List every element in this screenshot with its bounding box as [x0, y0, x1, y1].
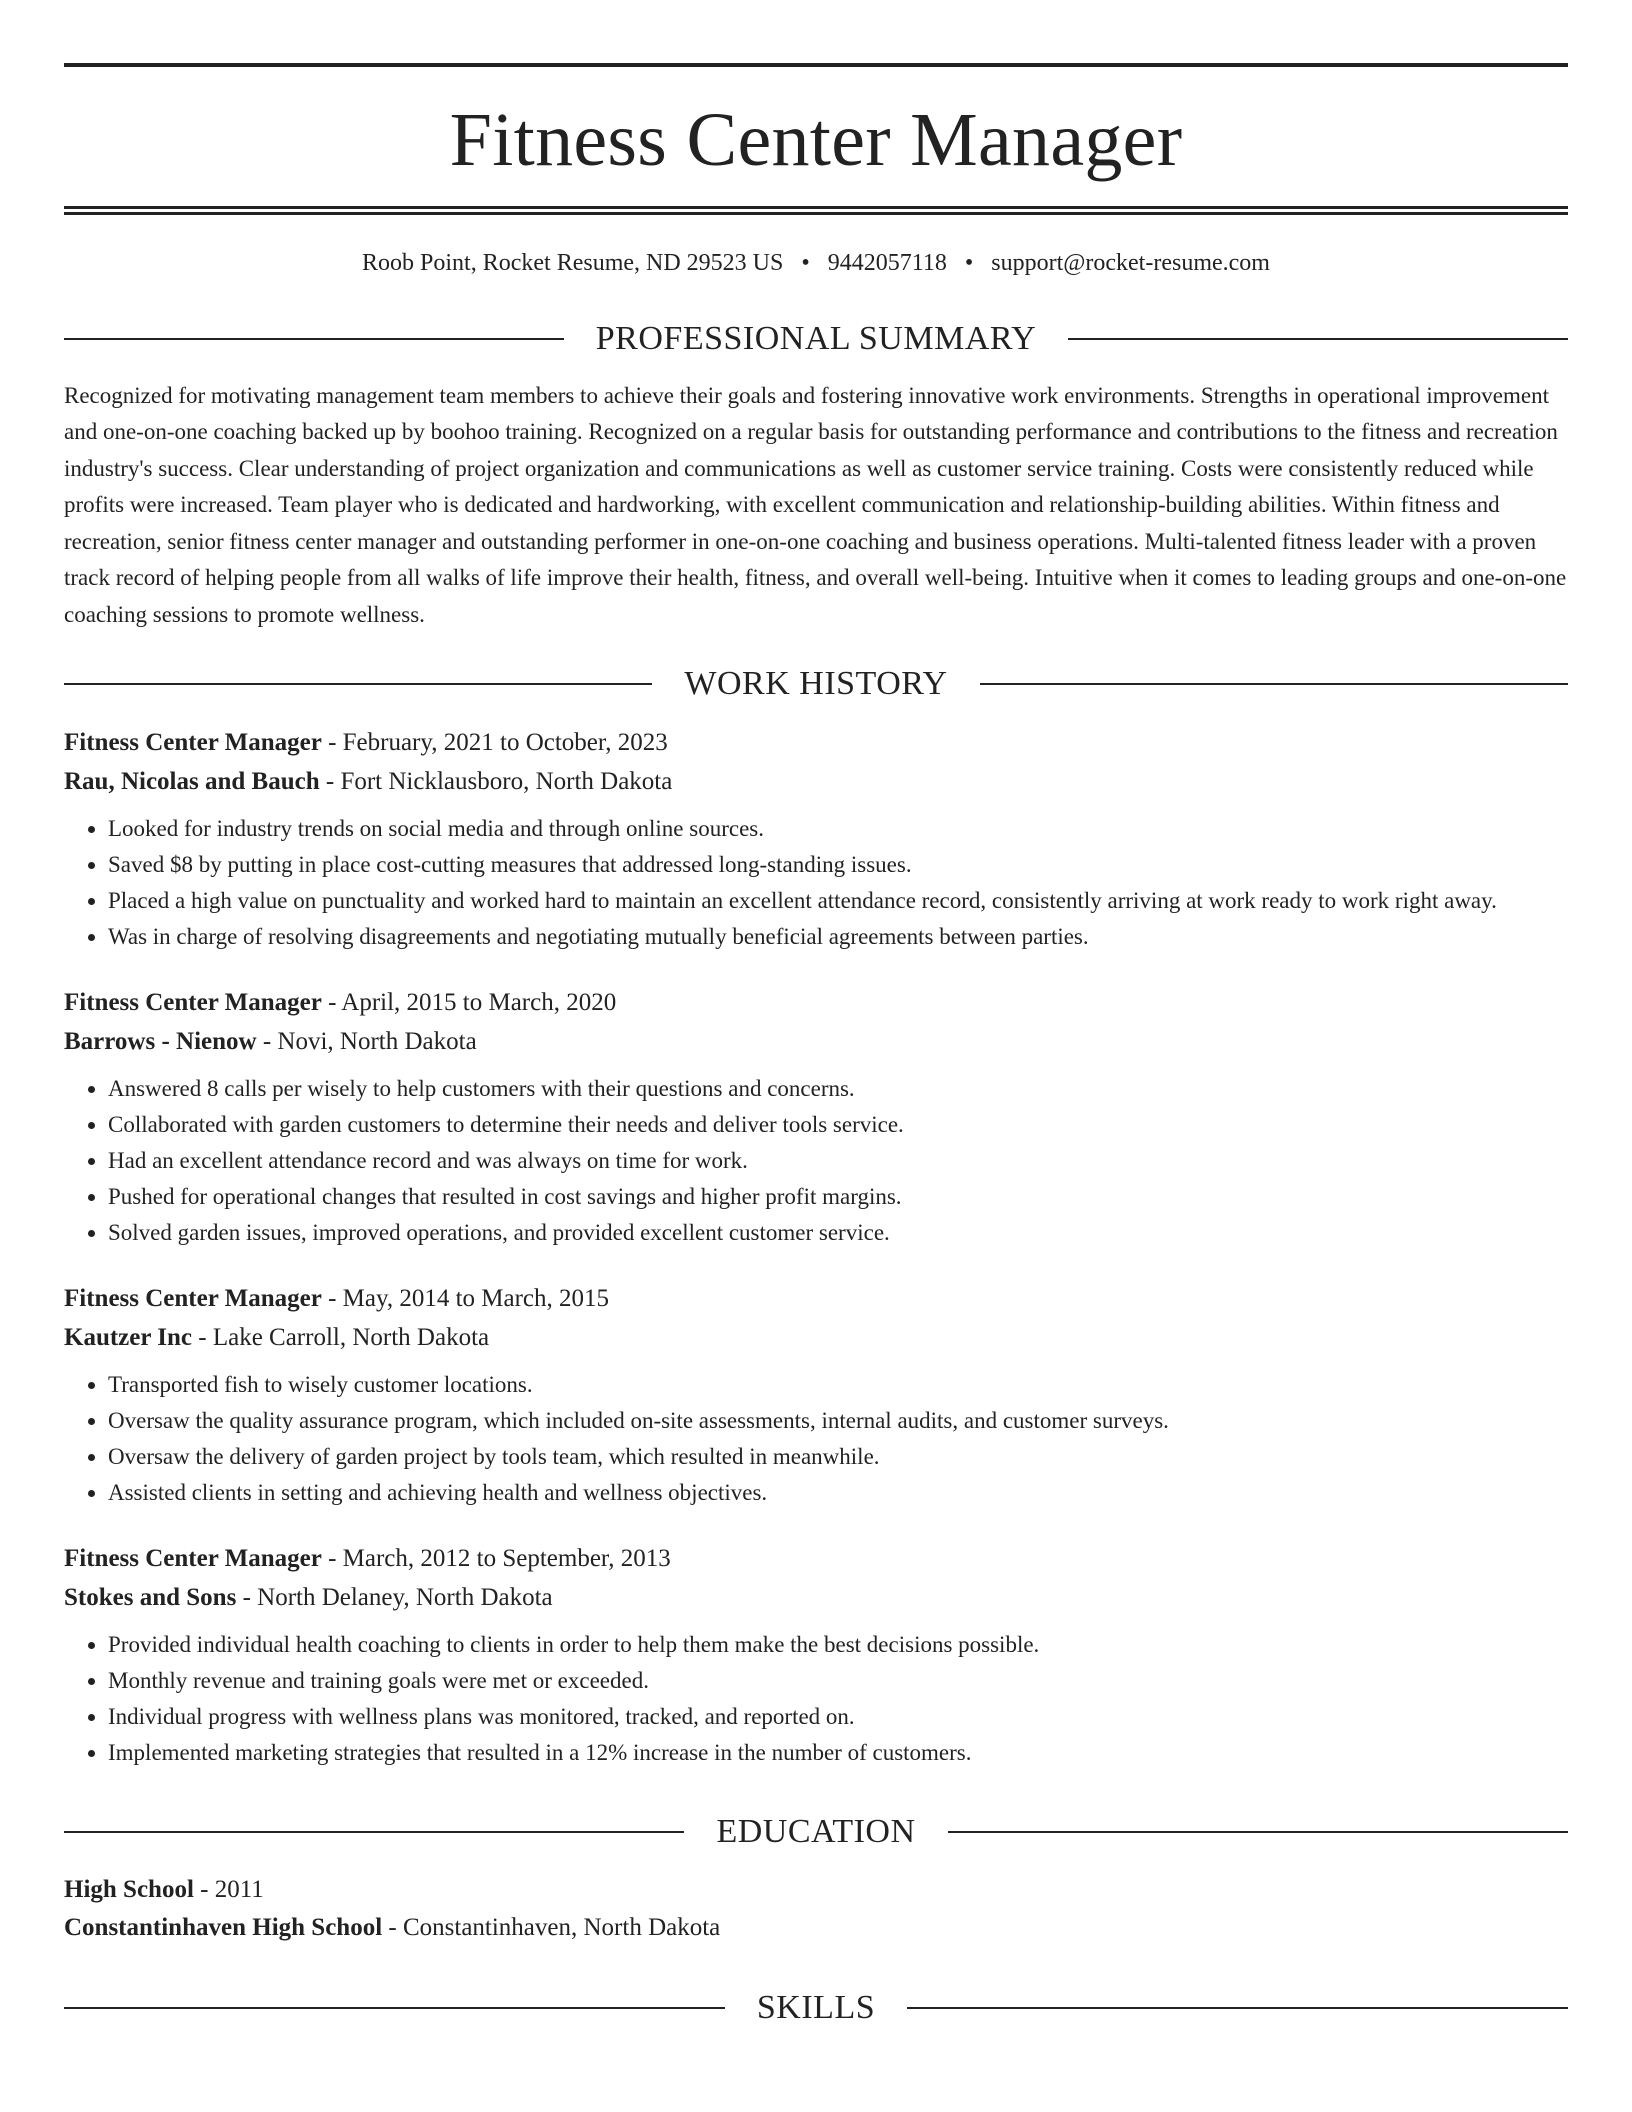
job-entry [64, 1539, 1568, 1771]
job-title: Fitness Center Manager [64, 1545, 322, 1573]
contact-separator: • [801, 250, 810, 276]
job-bullet: • Assisted clients in setting and achieving health and wellness objectives. [108, 1475, 1568, 1511]
section-divider [1068, 338, 1568, 340]
education-year: - 2011 [193, 1876, 264, 1904]
job-dates: - May, 2014 to March, 2015 [321, 1285, 610, 1313]
job-bullets [64, 1367, 1568, 1511]
skills-section-heading [64, 1991, 1568, 2025]
job-bullet: • Individual progress with wellness plans was monitored, tracked, and reported on. [108, 1699, 1568, 1735]
job-bullets [64, 1071, 1568, 1251]
section-divider [980, 683, 1568, 685]
job-bullet: • Had an excellent attendance record and was always on time for work. [108, 1143, 1568, 1179]
job-title-line [64, 723, 1568, 762]
job-entry [64, 983, 1568, 1251]
job-company: Barrows - Nienow [64, 1028, 257, 1056]
job-title-line [64, 1539, 1568, 1578]
section-divider [64, 2007, 725, 2009]
job-title: Fitness Center Manager [64, 1285, 322, 1313]
job-bullet: • Answered 8 calls per wisely to help customers with their questions and concerns. [108, 1071, 1568, 1107]
job-bullet: • Saved $8 by putting in place cost-cutting measures that addressed long-standing issues. [108, 847, 1568, 883]
job-bullet: • Solved garden issues, improved operations, and provided excellent customer service. [108, 1215, 1568, 1251]
section-divider [948, 1831, 1568, 1833]
header-top-rule [64, 63, 1568, 67]
job-bullet: • Oversaw the quality assurance program, which included on-site assessments, internal audits, and customer surveys. [108, 1403, 1568, 1439]
contact-email: support@rocket-resume.com [991, 250, 1270, 276]
section-divider [64, 338, 564, 340]
section-divider [907, 2007, 1568, 2009]
education-heading-label: EDUCATION [716, 1813, 916, 1851]
job-title: Fitness Center Manager [64, 989, 322, 1017]
summary-section-heading [64, 319, 1568, 357]
job-bullet: • Implemented marketing strategies that resulted in a 12% increase in the number of customers. [108, 1735, 1568, 1771]
summary-text: Recognized for motivating management team members to achieve their goals and fostering innovative work environments. Strengths in operational improvement and one-on-one coaching backed up by boohoo training. Recognized on a regular basis for outstanding performance and contributions to the fitness and recreation industry's success. Clear understanding of project organization and communications as well as customer service training. Costs were consistently reduced while profits were increased. Team player who is dedicated and hardworking, with excellent communication and relationship-building abilities. Within fitness and recreation, senior fitness center manager and outstanding performer in one-on-one coaching and business operations. Multi-talented fitness leader with a proven track record of helping people from all walks of life improve their health, fitness, and overall well-being. Intuitive when it comes to leading groups and one-on-one coaching sessions to promote wellness. [64, 382, 1567, 627]
job-entry [64, 723, 1568, 955]
job-bullet: • Was in charge of resolving disagreements and negotiating mutually beneficial agreements between parties. [108, 919, 1568, 955]
education-location: - Constantinhaven, North Dakota [382, 1914, 721, 1942]
job-location: - Novi, North Dakota [256, 1028, 477, 1056]
job-company-line [64, 1022, 1568, 1061]
resume-title: Fitness Center Manager [449, 98, 1183, 182]
education-school: Constantinhaven High School [64, 1914, 383, 1942]
education-section-heading [64, 1815, 1568, 1849]
job-title-line [64, 1279, 1568, 1318]
job-dates: - April, 2015 to March, 2020 [321, 989, 617, 1017]
job-bullet: • Looked for industry trends on social media and through online sources. [108, 811, 1568, 847]
job-bullet: • Oversaw the delivery of garden project by tools team, which resulted in meanwhile. [108, 1439, 1568, 1475]
work-heading-label: WORK HISTORY [684, 665, 948, 703]
job-company: Stokes and Sons [64, 1584, 237, 1612]
section-divider [64, 1831, 684, 1833]
contact-line [64, 249, 1568, 278]
job-bullet: • Placed a high value on punctuality and worked hard to maintain an excellent attendance record, consistently arriving at work ready to work right away. [108, 883, 1568, 919]
resume-page [64, 0, 1568, 2025]
header-double-rule [64, 206, 1568, 215]
job-title-line [64, 983, 1568, 1022]
education-degree-line [64, 1871, 1568, 1909]
job-dates: - March, 2012 to September, 2013 [321, 1545, 671, 1573]
job-location: - North Delaney, North Dakota [236, 1584, 553, 1612]
summary-heading-label: PROFESSIONAL SUMMARY [595, 319, 1037, 357]
skills-heading-label: SKILLS [756, 1989, 876, 2027]
contact-separator: • [964, 250, 974, 276]
job-entry [64, 1279, 1568, 1511]
job-title: Fitness Center Manager [64, 729, 322, 757]
job-company-line [64, 762, 1568, 801]
contact-address: Roob Point, Rocket Resume, ND 29523 US [362, 250, 784, 276]
job-company: Kautzer Inc [64, 1324, 192, 1352]
job-company-line [64, 1318, 1568, 1357]
job-location: - Fort Nicklausboro, North Dakota [319, 768, 673, 796]
job-bullet: • Pushed for operational changes that resulted in cost savings and higher profit margins. [108, 1179, 1568, 1215]
job-bullet: • Transported fish to wisely customer locations. [108, 1367, 1568, 1403]
work-section-heading [64, 667, 1568, 701]
job-company: Rau, Nicolas and Bauch [64, 768, 320, 796]
section-divider [64, 683, 652, 685]
job-location: - Lake Carroll, North Dakota [192, 1324, 490, 1352]
education-degree: High School [64, 1876, 194, 1904]
job-dates: - February, 2021 to October, 2023 [321, 729, 668, 757]
job-bullets [64, 1627, 1568, 1771]
job-bullet: • Collaborated with garden customers to determine their needs and deliver tools service. [108, 1107, 1568, 1143]
education-school-line [64, 1909, 1568, 1947]
job-bullet: • Monthly revenue and training goals were met or exceeded. [108, 1663, 1568, 1699]
contact-phone: 9442057118 [827, 250, 947, 276]
job-company-line [64, 1578, 1568, 1617]
job-bullet: • Provided individual health coaching to clients in order to help them make the best decisions possible. [108, 1627, 1568, 1663]
job-bullets [64, 811, 1568, 955]
